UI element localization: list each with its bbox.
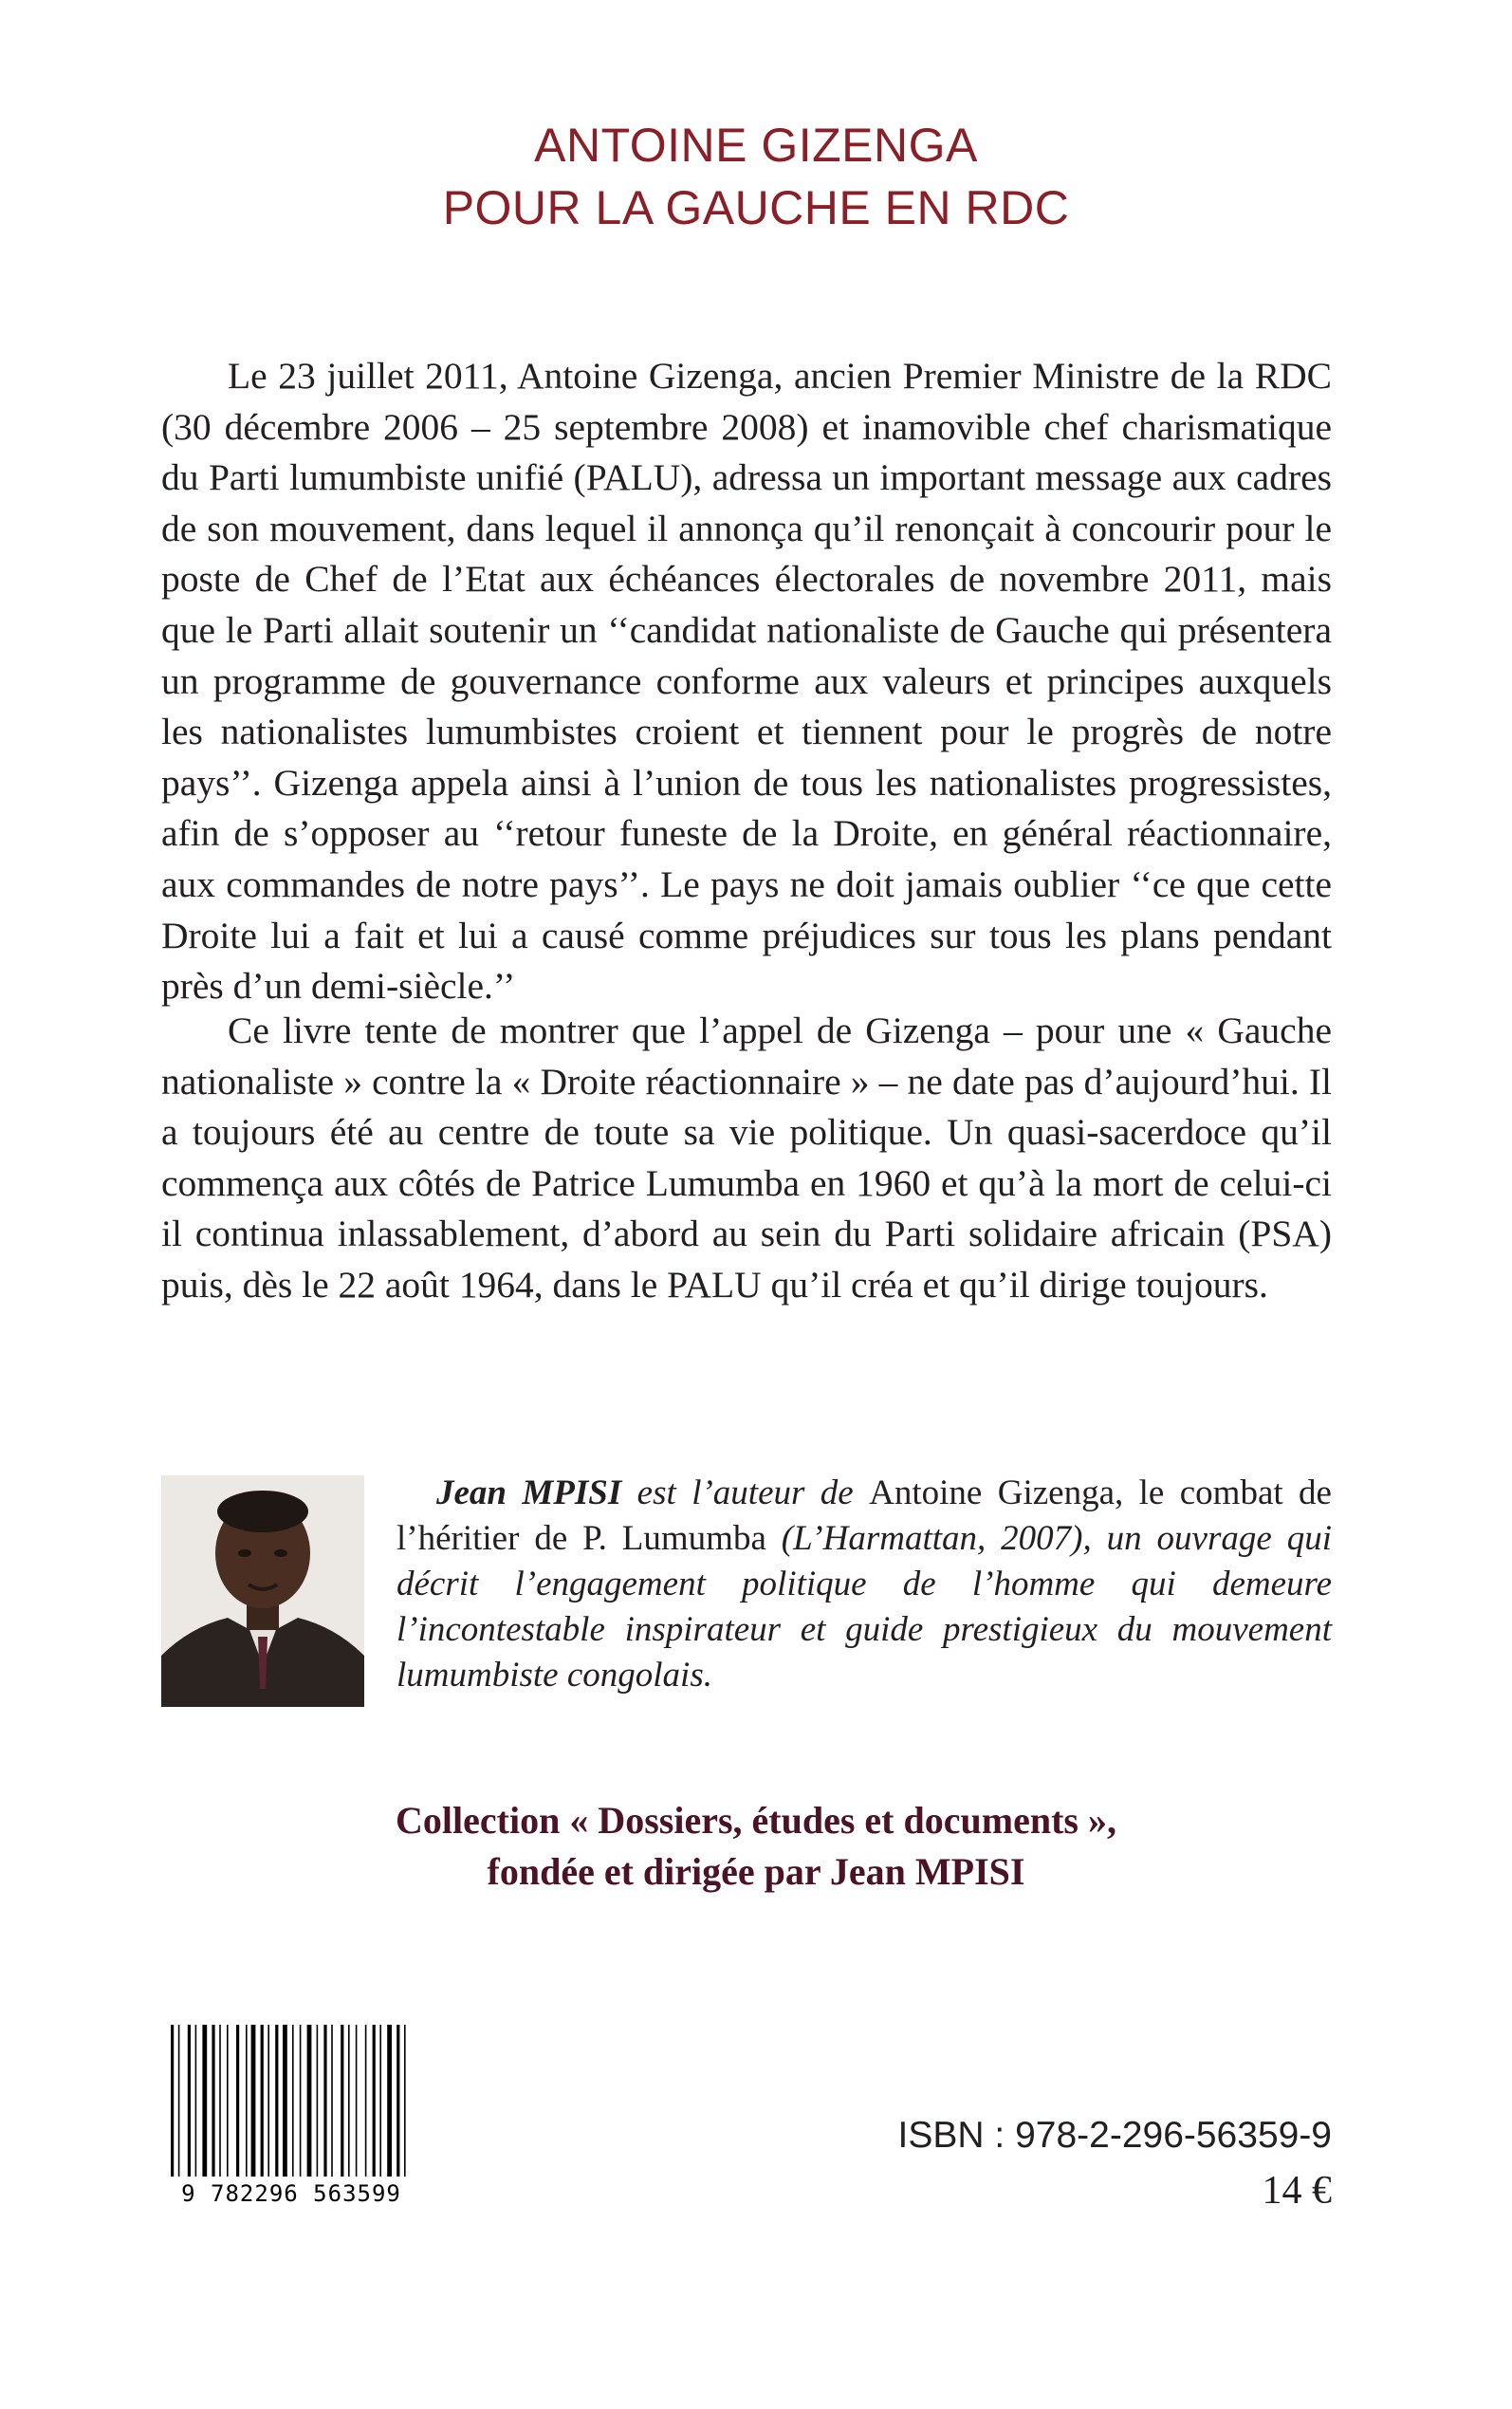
collection-line-2: fondée et dirigée par Jean MPISI [487,1850,1025,1893]
isbn-number: ISBN : 978-2-296-56359-9 [897,2115,1332,2156]
price: 14 € [1262,2169,1332,2213]
isbn-barcode [161,2021,421,2207]
summary-paragraph-1: Le 23 juillet 2011, Antoine Gizenga, ancien Premier Ministre de la RDC (30 décembre 2006 – 25 septembre 2008) et inamovible chef charismatique du Parti lumumbiste unifié (PALU), adressa un important message aux cadres de son mouvement, dans lequel il annonça qu’il renonçait à concourir pour le poste de Chef de l’Etat aux échéances électorales de novembre 2011, mais que le Parti allait soutenir un ‘‘candidat nationaliste de Gauche qui présentera un programme de gouvernance conforme aux valeurs et principes auxquels les nationalistes lumumbistes croient et tiennent pour le progrès de notre pays’’. Gizenga appela ainsi à l’union de tous les nationalistes progressistes, afin de s’opposer au ‘‘retour funeste de la Droite, en général réactionnaire, aux commandes de notre pays’’. Le pays ne doit jamais oublier ‘‘ce que cette Droite lui a fait et lui a causé comme préjudices sur tous les plans pendant près d’un demi-siècle.’’ [161,355,1332,1008]
title-line-2: POUR LA GAUCHE EN RDC [442,181,1070,234]
author-bio: Jean MPISI est l’auteur de Antoine Gizenga, le combat de l’héritier de P. Lumumba (L’Harmattan, 2007), un ouvrage qui décrit l’engagement politique de l’homme qui demeure l’incontestable inspirateur et guide prestigieux du mouvement lumumbiste congolais. [396,1473,1332,1695]
author-photo [161,1475,364,1707]
title-line-1: ANTOINE GIZENGA [534,119,978,172]
collection-info [0,1795,1512,1898]
summary-paragraph-2: Ce livre tente de montrer que l’appel de Gizenga – pour une « Gauche nationaliste » contre la « Droite réactionnaire » – ne date pas d’aujourd’hui. Il a toujours été au centre de toute sa vie politique. Un quasi-sacerdoce qu’il commença aux côtés de Patrice Lumumba en 1960 et qu’à la mort de celui-ci il continua inlassablement, d’abord au sein du Parti solidaire africain (PSA) puis, dès le 22 août 1964, dans le PALU qu’il créa et qu’il dirige toujours. [161,1010,1332,1306]
author-name: Jean MPISI [436,1473,622,1512]
author-book-title: Antoine Gizenga, le combat de l’héritier de P. Lumumba [396,1473,1332,1558]
book-title [0,114,1512,239]
collection-line-1: Collection « Dossiers, études et documents », [396,1799,1116,1842]
barcode-digits: 9 782296 563599 [181,2180,401,2207]
